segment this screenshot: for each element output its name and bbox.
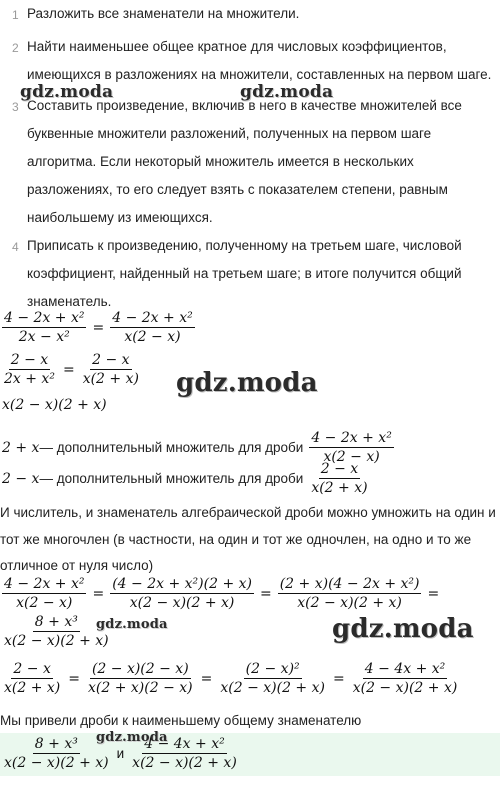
step-text: Найти наименьшее общее кратное для числовых коэффициентов, имеющихся в разложениях на множители, составленных на первом шаге. (27, 39, 492, 82)
equals-sign: = (68, 670, 80, 687)
denominator: x(2 + x)(2 − x) (88, 680, 193, 696)
fraction (309, 430, 393, 465)
step-text: Составить произведение, включив в него в качестве множителей все буквенные множители разложений, полученных на первом шаге алгоритма. Если некоторый множитель имеется в нескольких разложениях, то его следует взять с показателем степени, равным наибольшему из имеющихся. (27, 98, 462, 225)
fraction (2, 310, 86, 345)
denominator: x(2 − x) (323, 449, 380, 465)
denominator: x(2 − x)(2 + x) (220, 680, 325, 696)
denominator: x(2 − x)(2 + x) (297, 595, 402, 611)
denominator: x(2 − x)(2 + x) (352, 680, 458, 696)
numerator: (2 + x)(4 − 2x + x²) (279, 576, 420, 592)
numerator: 4 − 4x + x² (364, 661, 446, 677)
numerator: 2 − x (92, 352, 130, 368)
watermark: gdz.moda (96, 730, 168, 745)
numerator: 4 − 2x + x² (311, 430, 392, 446)
numerator: 4 − 2x + x² (4, 310, 85, 326)
denominator: x(2 + x) (311, 480, 368, 496)
equation-factor-1 (2, 310, 195, 345)
denominator: 2x + x² (4, 371, 55, 387)
numerator: (2 − x)² (245, 661, 300, 677)
equation-chain-1 (2, 576, 445, 611)
step-number: 1 (12, 8, 19, 22)
equation-chain-1-result (2, 614, 111, 649)
fraction (2, 614, 111, 649)
watermark: gdz.moda (20, 82, 114, 102)
numerator: 4 − 2x + x² (4, 576, 85, 592)
denominator: x(2 + x) (82, 371, 139, 387)
numerator: (4 − 2x + x²)(2 + x) (112, 576, 252, 592)
denominator: x(2 − x)(2 + x) (4, 633, 109, 649)
step-number: 2 (12, 41, 19, 55)
fraction (218, 661, 327, 696)
common-denominator: x(2 − x)(2 + x) (2, 397, 107, 413)
watermark: gdz.moda (332, 614, 474, 644)
numerator: 8 + x³ (34, 736, 78, 752)
fraction (351, 661, 460, 696)
numerator: 4 − 2x + x² (112, 310, 193, 326)
watermark: gdz.moda (176, 368, 318, 398)
equals-sign: = (332, 670, 345, 687)
multiplier: 2 − x (2, 470, 40, 487)
fraction (86, 661, 195, 696)
denominator: x(2 − x)(2 + x) (4, 755, 109, 771)
numerator: 4 − 4x + x² (144, 736, 225, 752)
paragraph-line: тот же многочлен (в частности, на один и тот же одночлен, на одно и то же (0, 532, 472, 547)
numerator: 2 − x (320, 461, 359, 477)
conjunction: и (116, 746, 125, 761)
paragraph-line: И числитель, и знаменатель алгебраической дроби можно умножить на один и (0, 505, 496, 520)
equals-sign: = (200, 670, 213, 687)
watermark: gdz.moda (96, 617, 168, 632)
equals-sign: = (92, 585, 105, 602)
conclusion-text: Мы привели дроби к наименьшему общему знаменателю (0, 713, 362, 728)
multiplier-description: — дополнительный множитель для дроби (39, 440, 304, 455)
multiplier-description: — дополнительный множитель для дроби (39, 471, 304, 486)
equals-sign: = (427, 585, 440, 602)
denominator: x(2 − x)(2 + x) (129, 595, 235, 611)
denominator: x(2 − x) (124, 329, 181, 345)
equation-factor-2 (2, 352, 141, 387)
fraction (309, 461, 369, 496)
denominator: x(2 − x)(2 + x) (132, 755, 237, 771)
step-text: Разложить все знаменатели на множители. (27, 6, 300, 21)
multiplier-line-2 (2, 461, 370, 496)
equals-sign: = (92, 319, 105, 336)
multiplier-line-1 (2, 430, 394, 465)
fraction (81, 352, 141, 387)
watermark: gdz.moda (240, 82, 334, 102)
fraction (278, 576, 422, 611)
fraction (110, 310, 194, 345)
fraction (2, 576, 86, 611)
paragraph-line: отличное от нуля число) (0, 558, 154, 573)
denominator: 2x − x² (18, 329, 70, 345)
equals-sign: = (62, 361, 75, 378)
numerator: 8 + x³ (34, 614, 78, 630)
fraction (2, 736, 111, 771)
numerator: (2 − x)(2 − x) (91, 661, 189, 677)
step-text: Приписать к произведению, полученному на третьем шаге, числовой коэффициент, найденный на третьем шаге; в итоге получится общий знаменатель. (27, 238, 462, 309)
fraction (110, 576, 254, 611)
fraction (2, 661, 62, 696)
fraction (2, 352, 57, 387)
numerator: 2 − x (10, 352, 49, 368)
step-number: 4 (12, 240, 19, 254)
multiplier: 2 + x (2, 439, 40, 456)
denominator: x(2 − x) (16, 595, 73, 611)
equation-chain-2 (2, 661, 459, 696)
equals-sign: = (259, 585, 272, 602)
numerator: 2 − x (13, 661, 51, 677)
denominator: x(2 + x) (4, 680, 61, 696)
step-number: 3 (12, 100, 19, 114)
